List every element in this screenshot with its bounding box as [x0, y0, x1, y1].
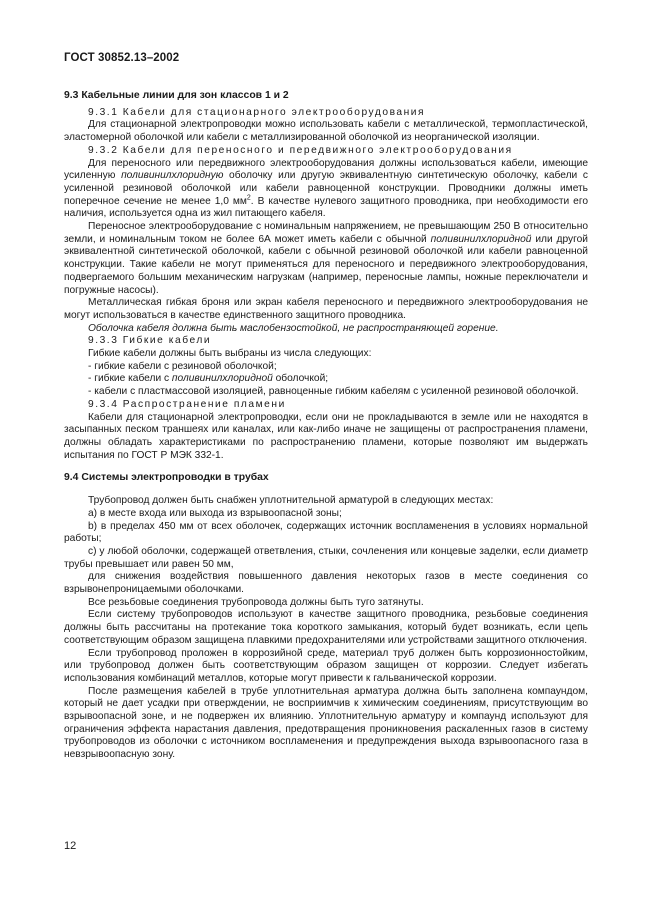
- paragraph: Металлическая гибкая броня или экран кабеля переносного и передвижного электрооборудования не могут использоваться в качестве единственного защитного проводника.: [64, 297, 588, 321]
- page-content: [64, 86, 588, 762]
- section-9-3-3-title: 9.3.3 Гибкие кабели: [88, 335, 212, 347]
- section-9-3-2-title: 9.3.2 Кабели для переносного и передвижного электрооборудования: [88, 144, 513, 156]
- paragraph: для снижения воздействия повышенного давления некоторых газов в месте соединения со взрывонепроницаемыми оболочками.: [64, 571, 588, 596]
- section-9-3-1-title: 9.3.1 Кабели для стационарного электрооборудования: [88, 106, 426, 118]
- paragraph: Если трубопровод проложен в коррозийной среде, материал труб должен быть коррозионностойким, или трубопровод должен быть соответствующим образом защищен от коррозии. Следует избегать использования комбинаций металлов, которые могут привести к гальванической коррозии.: [64, 647, 588, 684]
- document-id: ГОСТ 30852.13–2002: [64, 52, 180, 64]
- paragraph: Кабели для стационарной электропроводки, если они не прокладываются в земле или не находятся в засыпанных песком траншеях или каналах, или как-либо иначе не защищены от распространения пламени, должны обладать характеристиками по распространению пламени, которые позволяют им выдержать испытания по ГОСТ Р МЭК 332-1.: [64, 411, 588, 461]
- list-item: b) в пределах 450 мм от всех оболочек, содержащих источник воспламенения в условиях нормальной работы;: [64, 520, 588, 545]
- paragraph-italic: Оболочка кабеля должна быть маслобензостойкой, не распространяющей горение.: [88, 322, 499, 334]
- list-item: - гибкие кабели с резиновой оболочкой;: [88, 360, 277, 372]
- paragraph: Для переносного или передвижного электрооборудования должны использоваться кабели, имеющие усиленную поливинилхлоридную оболочку или другую эквивалентную синтетическую оболочку, кабели с усиленной резиновой оболочкой или кабели равноценной конструкции. Проводники должны иметь поперечное сечение не менее 1,0 $мм^2$. В качестве нулевого защитного проводника, при необходимости его наличия, используется одна из жил питающего кабеля.: [64, 157, 588, 220]
- paragraph: Все резьбовые соединения трубопровода должны быть туго затянуты.: [88, 596, 424, 608]
- page-number: 12: [64, 840, 77, 852]
- paragraph: После размещения кабелей в трубе уплотнительная арматура должна быть заполнена компаундом, который не дает усадки при отверждении, не восприимчив к химическим соединениям, присутствующим во взрывоопасной зоне, и не подвержен их влиянию. Уплотнительную арматуру и компаунд используют для ограничения эффекта нарастания давления, предотвращения проникновения раскаленных газов в систему трубопроводов из оболочки с источником воспламенения и предупреждения выхода взрывоопасного газа в невзрывоопасную зону.: [64, 685, 588, 761]
- paragraph: Переносное электрооборудование с номинальным напряжением, не превышающим 250 В относительно земли, и номинальным током не более 6А может иметь кабели с обычной поливинилхлоридной или другой эквивалентной синтетической оболочкой, кабели с обычной резиновой оболочкой или кабели равноценной конструкции. Такие кабели не могут применяться для переносного и передвижного электрооборудования, подвергаемого большим механическим нагрузкам (например, переносные лампы, ножные переключатели и погружные насосы).: [64, 221, 588, 296]
- paragraph: Если систему трубопроводов используют в качестве защитного проводника, резьбовые соединения должны быть рассчитаны на протекание тока короткого замыкания, который будет возникать, если цепь соответствующим образом защищена плавкими предохранителями или устройствами защитного отключения.: [64, 609, 588, 646]
- paragraph: Трубопровод должен быть снабжен уплотнительной арматурой в следующих местах:: [88, 495, 494, 507]
- section-9-4-title: 9.4 Системы электропроводки в трубах: [64, 472, 269, 484]
- section-9-3-4-title: 9.3.4 Распространение пламени: [88, 398, 286, 410]
- list-item: а) в месте входа или выхода из взрывоопасной зоны;: [88, 507, 342, 519]
- list-item: с) у любой оболочки, содержащей ответвления, стыки, сочленения или концевые заделки, если диаметр трубы превышает или равен 50 мм,: [64, 545, 588, 570]
- paragraph: Гибкие кабели должны быть выбраны из числа следующих:: [88, 348, 372, 360]
- list-item: - кабели с пластмассовой изоляцией, равноценные гибким кабелям с усиленной резиновой оболочкой.: [88, 386, 579, 398]
- paragraph: Для стационарной электропроводки можно использовать кабели с металлической, термопластической, эластомерной оболочкой или кабели с металлизированной оболочкой из неорганической изоляции.: [64, 119, 588, 144]
- section-9-3-title: 9.3 Кабельные линии для зон классов 1 и 2: [64, 90, 289, 101]
- list-item: - гибкие кабели с поливинилхлоридной оболочкой;: [88, 373, 329, 385]
